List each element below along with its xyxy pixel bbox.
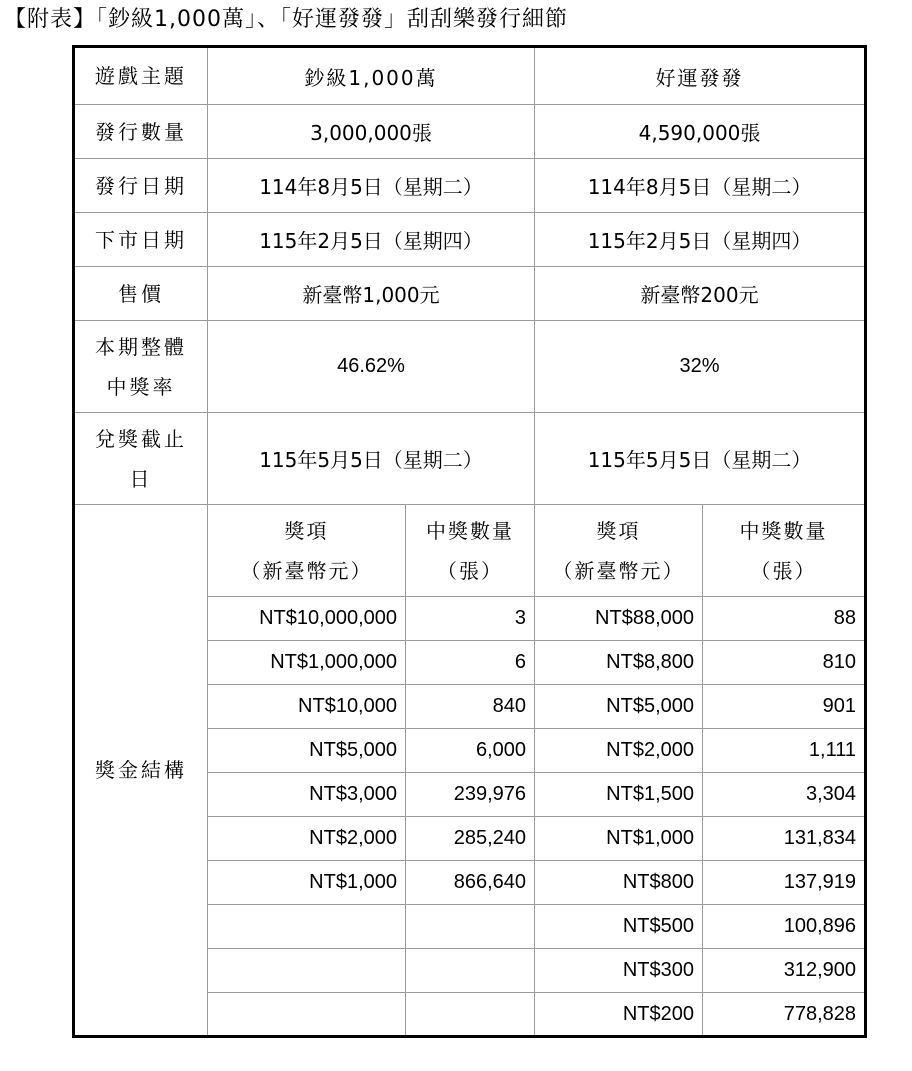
game-a-prize: NT$10,000 bbox=[208, 685, 406, 729]
game-b-value: 32% bbox=[535, 321, 866, 413]
issue-quantity-row bbox=[74, 105, 866, 159]
row-label: 發行數量 bbox=[74, 105, 208, 159]
game-b-value: 115年2月5日（星期四） bbox=[535, 213, 866, 267]
prize-header-line1: 獎項 bbox=[284, 518, 329, 543]
game-a-prize bbox=[208, 949, 406, 993]
game-b-prize: NT$300 bbox=[535, 949, 703, 993]
game-a-count bbox=[406, 949, 535, 993]
game-b-count: 810 bbox=[703, 641, 866, 685]
row-label: 售價 bbox=[74, 267, 208, 321]
game-b-prize: NT$200 bbox=[535, 993, 703, 1037]
game-a-value: 新臺幣1,000元 bbox=[208, 267, 535, 321]
game-b-prize: NT$8,800 bbox=[535, 641, 703, 685]
game-a-value: 114年8月5日（星期二） bbox=[208, 159, 535, 213]
game-a-title: 鈔級1,000萬 bbox=[208, 47, 535, 105]
game-a-count: 840 bbox=[406, 685, 535, 729]
count-header-line2: （張） bbox=[750, 558, 817, 583]
game-b-prize: NT$500 bbox=[535, 905, 703, 949]
row-label-line1: 本期整體 bbox=[95, 334, 187, 359]
prize-header-row bbox=[74, 505, 866, 597]
game-b-prize: NT$5,000 bbox=[535, 685, 703, 729]
game-a-value: 3,000,000張 bbox=[208, 105, 535, 159]
game-b-count: 3,304 bbox=[703, 773, 866, 817]
row-label: 下市日期 bbox=[74, 213, 208, 267]
header-row bbox=[74, 47, 866, 105]
prize-header-line2: （新臺幣元） bbox=[240, 558, 373, 583]
lottery-details-table bbox=[72, 45, 867, 1038]
game-b-count: 137,919 bbox=[703, 861, 866, 905]
game-b-prize: NT$1,500 bbox=[535, 773, 703, 817]
row-label: 發行日期 bbox=[74, 159, 208, 213]
prize-header-line2: （新臺幣元） bbox=[552, 558, 685, 583]
game-b-count: 88 bbox=[703, 597, 866, 641]
game-b-count: 131,834 bbox=[703, 817, 866, 861]
prize-structure-label: 獎金結構 bbox=[74, 505, 208, 1037]
game-b-prize: NT$2,000 bbox=[535, 729, 703, 773]
game-b-count: 778,828 bbox=[703, 993, 866, 1037]
count-header-line1: 中獎數量 bbox=[739, 518, 828, 543]
game-b-prize: NT$1,000 bbox=[535, 817, 703, 861]
game-a-prize bbox=[208, 905, 406, 949]
row-label-line2: 中獎率 bbox=[106, 374, 176, 399]
game-b-count: 1,111 bbox=[703, 729, 866, 773]
prize-header-line1: 獎項 bbox=[596, 518, 641, 543]
game-b-count: 100,896 bbox=[703, 905, 866, 949]
header-label: 遊戲主題 bbox=[74, 47, 208, 105]
game-a-prize: NT$10,000,000 bbox=[208, 597, 406, 641]
game-a-prize: NT$2,000 bbox=[208, 817, 406, 861]
game-b-count: 312,900 bbox=[703, 949, 866, 993]
game-b-prize-header bbox=[535, 505, 703, 597]
count-header-line2: （張） bbox=[437, 558, 503, 583]
count-header-line1: 中獎數量 bbox=[426, 518, 514, 543]
game-b-value: 新臺幣200元 bbox=[535, 267, 866, 321]
issue-date-row bbox=[74, 159, 866, 213]
row-label-line1: 兌獎截止 bbox=[95, 426, 187, 451]
game-b-count: 901 bbox=[703, 685, 866, 729]
game-a-prize: NT$1,000,000 bbox=[208, 641, 406, 685]
game-b-prize: NT$88,000 bbox=[535, 597, 703, 641]
win-rate-row bbox=[74, 321, 866, 413]
price-row bbox=[74, 267, 866, 321]
game-a-value: 115年2月5日（星期四） bbox=[208, 213, 535, 267]
game-b-value: 4,590,000張 bbox=[535, 105, 866, 159]
game-a-value: 46.62% bbox=[208, 321, 535, 413]
row-label bbox=[74, 413, 208, 505]
game-a-prize: NT$5,000 bbox=[208, 729, 406, 773]
game-b-prize: NT$800 bbox=[535, 861, 703, 905]
game-a-count: 285,240 bbox=[406, 817, 535, 861]
game-a-value: 115年5月5日（星期二） bbox=[208, 413, 535, 505]
game-a-prize: NT$1,000 bbox=[208, 861, 406, 905]
game-a-prize: NT$3,000 bbox=[208, 773, 406, 817]
game-a-count bbox=[406, 905, 535, 949]
claim-deadline-row bbox=[74, 413, 866, 505]
table-caption: 【附表】「鈔級1,000萬」、「好運發發」刮刮樂發行細節 bbox=[4, 7, 568, 32]
game-b-value: 115年5月5日（星期二） bbox=[535, 413, 866, 505]
game-b-value: 114年8月5日（星期二） bbox=[535, 159, 866, 213]
game-a-count: 3 bbox=[406, 597, 535, 641]
game-a-prize-header bbox=[208, 505, 406, 597]
game-b-title: 好運發發 bbox=[535, 47, 866, 105]
game-a-count: 6 bbox=[406, 641, 535, 685]
game-b-count-header bbox=[703, 505, 866, 597]
game-a-prize bbox=[208, 993, 406, 1037]
game-a-count: 6,000 bbox=[406, 729, 535, 773]
row-label bbox=[74, 321, 208, 413]
game-a-count: 866,640 bbox=[406, 861, 535, 905]
off-market-date-row bbox=[74, 213, 866, 267]
row-label-line2: 日 bbox=[129, 466, 153, 491]
game-a-count-header bbox=[406, 505, 535, 597]
game-a-count: 239,976 bbox=[406, 773, 535, 817]
game-a-count bbox=[406, 993, 535, 1037]
